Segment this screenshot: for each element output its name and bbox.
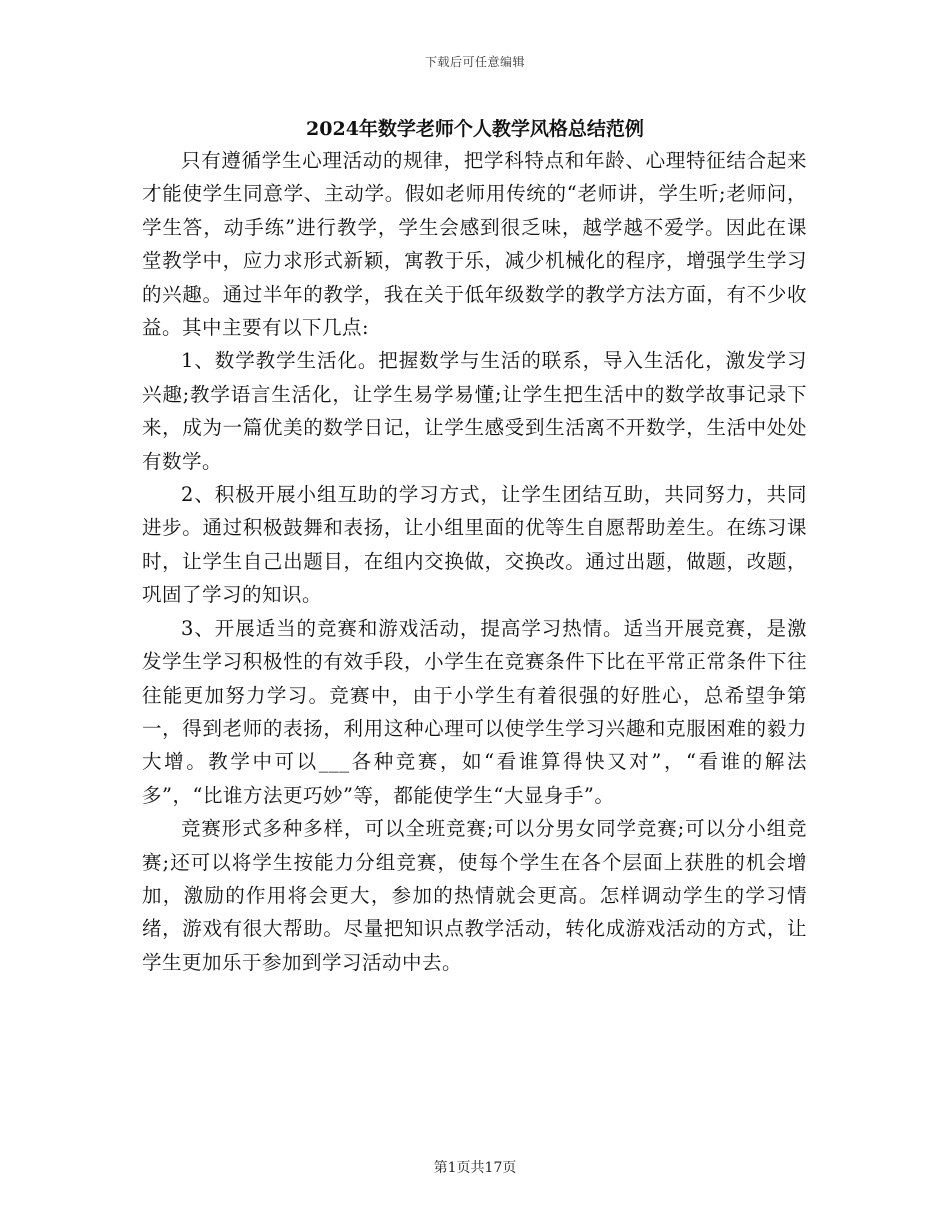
paragraph-intro: 只有遵循学生心理活动的规律，把学科特点和年龄、心理特征结合起来才能使学生同意学、主动学。假如老师用传统的“老师讲，学生听;老师问，学生答，动手练”进行教学，学生会感到很乏味，越学越不爱学。因此在课堂教学中，应力求形式新颖，寓教于乐，减少机械化的程序，增强学生学习的兴趣。通过半年的教学，我在关于低年级数学的教学方法方面，有不少收益。其中主要有以下几点: — [142, 149, 807, 340]
page-number: 第1页共17页 — [433, 1160, 517, 1176]
paragraph-point-2: 2、积极开展小组互助的学习方式，让学生团结互助，共同努力，共同进步。通过积极鼓舞和表扬，让小组里面的优等生自愿帮助差生。在练习课时，让学生自己出题目，在组内交换做，交换改。通过出题，做题，改题，巩固了学习的知识。 — [142, 483, 807, 607]
header-note: 下载后可任意编辑 — [424, 55, 525, 69]
document-body — [142, 144, 807, 979]
document-title: 2024年数学老师个人教学风格总结范例 — [306, 118, 644, 140]
paragraph-point-3: 3、开展适当的竞赛和游戏活动，提高学习热情。适当开展竞赛，是激发学生学习积极性的有效手段，小学生在竞赛条件下比在平常正常条件下往往能更加努力学习。竞赛中，由于小学生有着很强的好胜心，总希望争第一，得到老师的表扬，利用这种心理可以使学生学习兴趣和克服困难的毅力大增。教学中可以___各种竞赛，如“看谁算得快又对”，“看谁的解法多”，“比谁方法更巧妙”等，都能使学生“大显身手”。 — [142, 616, 807, 807]
paragraph-point-1: 1、数学教学生活化。把握数学与生活的联系，导入生活化，激发学习兴趣;教学语言生活化，让学生易学易懂;让学生把生活中的数学故事记录下来，成为一篇优美的数学日记，让学生感受到生活离不开数学，生活中处处有数学。 — [142, 349, 807, 473]
paragraph-competition: 竞赛形式多种多样，可以全班竞赛;可以分男女同学竞赛;可以分小组竞赛;还可以将学生按能力分组竞赛，使每个学生在各个层面上获胜的机会增加，激励的作用将会更大，参加的热情就会更高。怎样调动学生的学习情绪，游戏有很大帮助。尽量把知识点教学活动，转化成游戏活动的方式，让学生更加乐于参加到学习活动中去。 — [142, 817, 807, 974]
